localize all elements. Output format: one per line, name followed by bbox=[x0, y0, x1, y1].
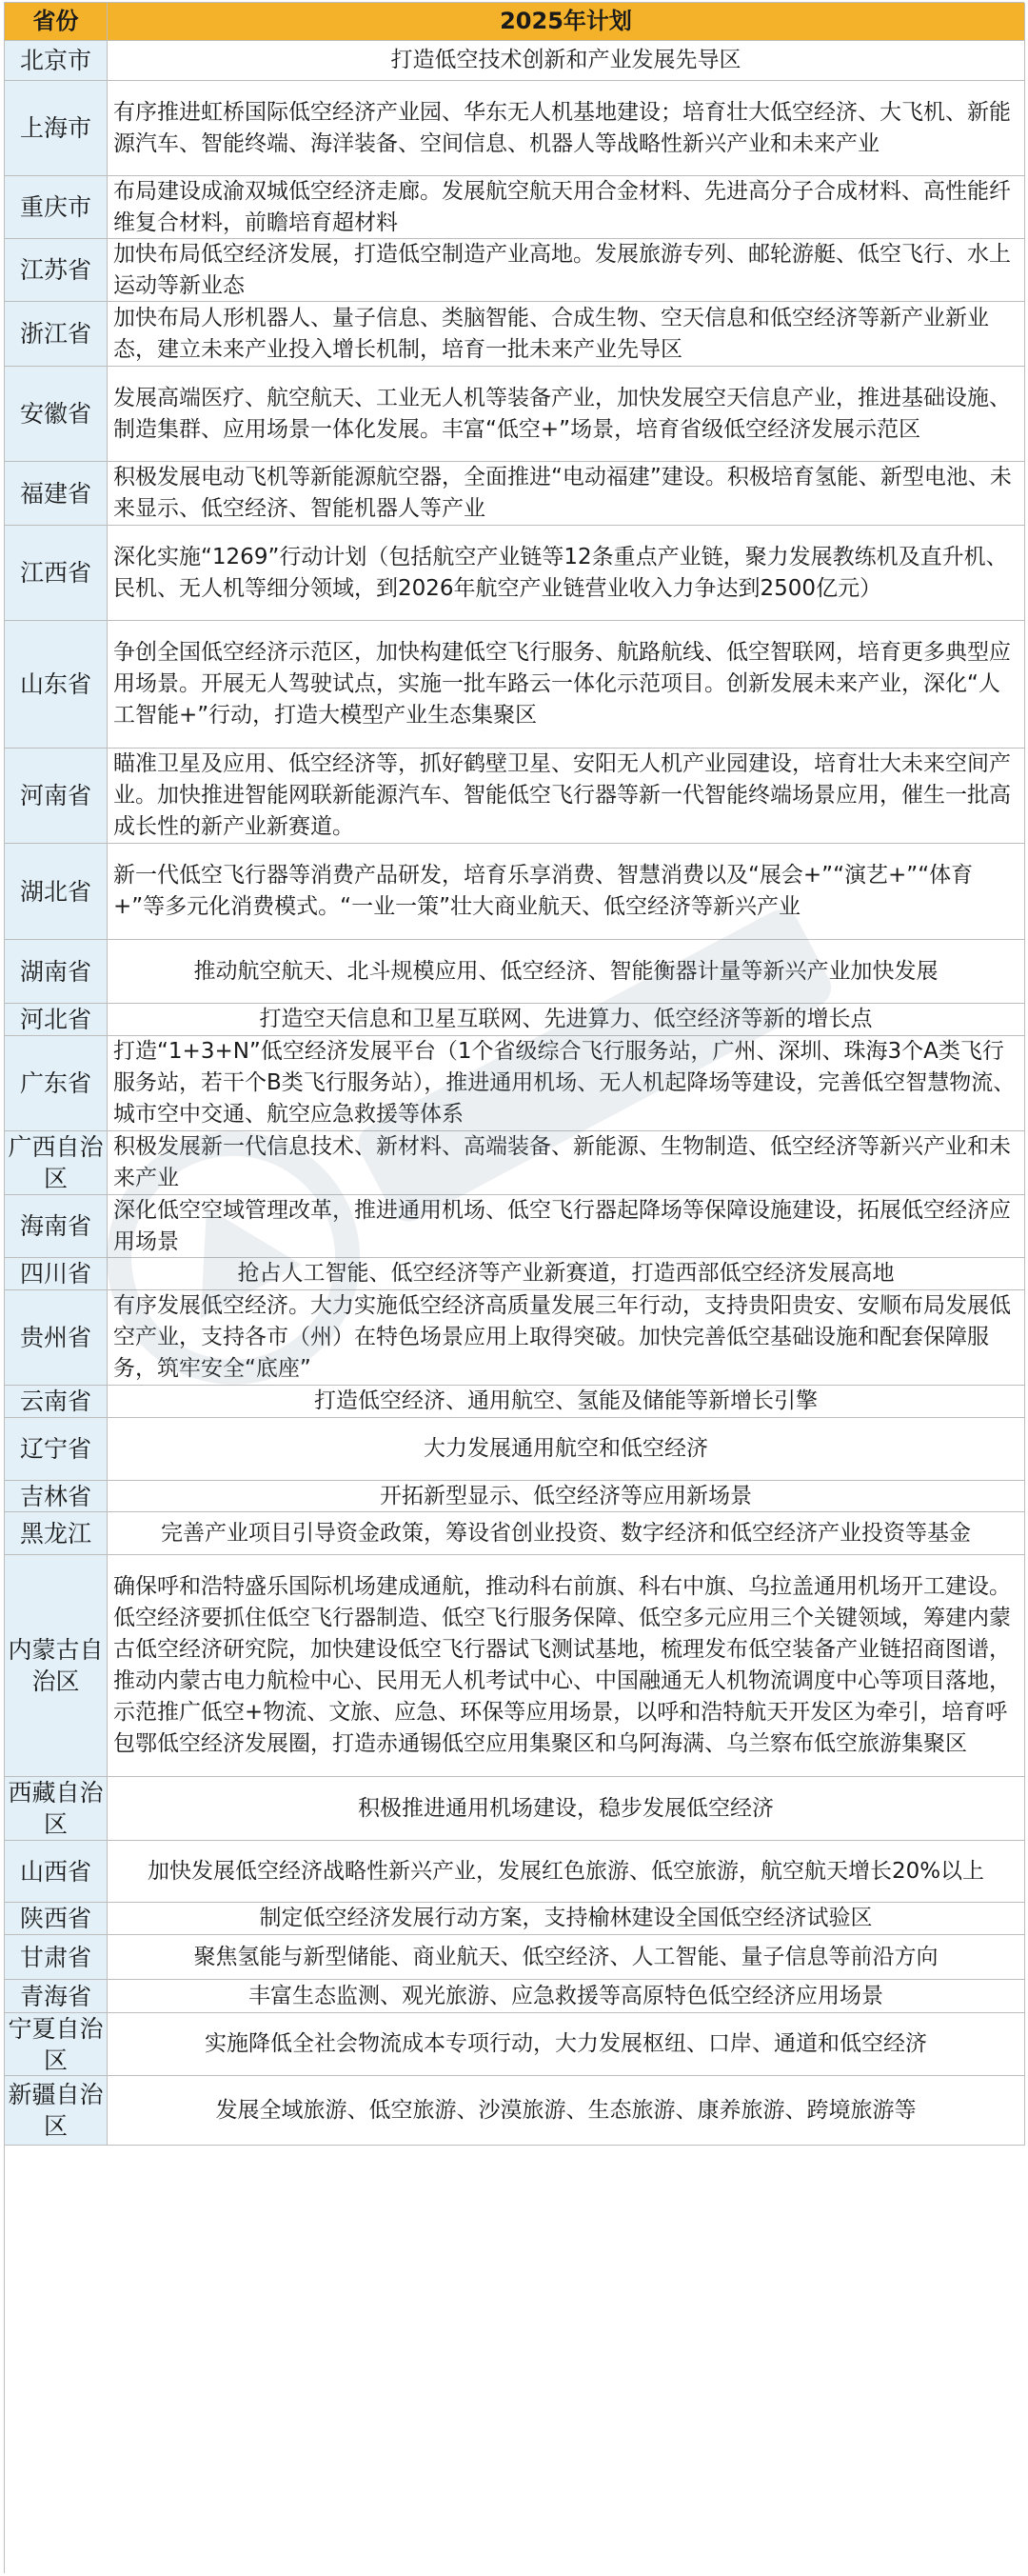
plan-cell bbox=[108, 1131, 1025, 1195]
province-cell bbox=[5, 1004, 108, 1036]
province-cell bbox=[5, 1290, 108, 1386]
plan-cell-text: 发展高端医疗、航空航天、工业无人机等装备产业，加快发展空天信息产业，推进基础设施、制造集群、应用场景一体化发展。丰富“低空+”场景，培育省级低空经济发展示范区 bbox=[113, 385, 1011, 442]
province-cell bbox=[5, 1418, 108, 1481]
province-cell-text: 河南省 bbox=[19, 782, 91, 809]
plan-cell-text: 实施降低全社会物流成本专项行动，大力发展枢纽、口岸、通道和低空经济 bbox=[205, 2031, 927, 2056]
province-cell-text: 山西省 bbox=[19, 1857, 91, 1886]
plan-cell bbox=[108, 302, 1025, 367]
province-cell-text: 云南省 bbox=[19, 1388, 91, 1415]
plan-cell bbox=[108, 1386, 1025, 1418]
province-cell-text: 辽宁省 bbox=[19, 1435, 91, 1463]
province-cell-text: 四川省 bbox=[19, 1260, 91, 1288]
plan-cell bbox=[108, 462, 1025, 526]
province-cell-text: 安徽省 bbox=[19, 400, 91, 428]
plan-cell bbox=[108, 41, 1025, 81]
plan-cell bbox=[108, 1841, 1025, 1903]
plan-cell bbox=[108, 239, 1025, 302]
plan-cell bbox=[108, 844, 1025, 940]
province-cell bbox=[5, 462, 108, 526]
plan-cell bbox=[108, 1195, 1025, 1258]
province-cell bbox=[5, 81, 108, 176]
plan-cell-text: 加快发展低空经济战略性新兴产业，发展红色旅游、低空旅游，航空航天增长20%以上 bbox=[147, 1858, 985, 1884]
province-cell bbox=[5, 1777, 108, 1841]
plan-cell bbox=[108, 1258, 1025, 1290]
plan-cell-text: 开拓新型显示、低空经济等应用新场景 bbox=[380, 1483, 752, 1508]
plan-cell bbox=[108, 1036, 1025, 1131]
plan-cell bbox=[108, 621, 1025, 749]
province-cell-text: 河北省 bbox=[19, 1006, 91, 1033]
province-cell bbox=[5, 176, 108, 239]
plan-cell-text: 推动航空航天、北斗规模应用、低空经济、智能衡器计量等新兴产业加快发展 bbox=[193, 958, 939, 984]
plan-cell-text: 积极发展电动飞机等新能源航空器，全面推进“电动福建”建设。积极培育氢能、新型电池、未来显示、低空经济、智能机器人等产业 bbox=[113, 465, 1012, 521]
plan-cell bbox=[108, 2076, 1025, 2146]
plan-cell bbox=[108, 526, 1025, 621]
province-cell bbox=[5, 1386, 108, 1418]
plan-cell-text: 打造“1+3+N”低空经济发展平台（1个省级综合飞行服务站，广州、深圳、珠海3个A类飞行服务站，若干个B类飞行服务站），推进通用机场、无人机起降场等建设，完善低空智慧物流、城市空中交通、航空应急救援等体系 bbox=[113, 1039, 1016, 1127]
province-cell bbox=[5, 1195, 108, 1258]
plan-cell-text: 深化实施“1269”行动计划（包括航空产业链等12条重点产业链，聚力发展教练机及直升机、民机、无人机等细分领域，到2026年航空产业链营业收入力争达到2500亿元） bbox=[113, 544, 1008, 601]
province-cell bbox=[5, 1903, 108, 1935]
province-cell-text: 青海省 bbox=[19, 1982, 91, 2010]
province-cell-text: 陕西省 bbox=[19, 1905, 91, 1932]
province-cell-text: 福建省 bbox=[19, 479, 91, 508]
plan-cell bbox=[108, 1418, 1025, 1481]
plan-cell bbox=[108, 1935, 1025, 1980]
province-cell bbox=[5, 1481, 108, 1512]
province-cell-text: 重庆市 bbox=[19, 193, 91, 221]
plan-cell-text: 积极推进通用机场建设，稳步发展低空经济 bbox=[358, 1795, 774, 1821]
province-cell bbox=[5, 1512, 108, 1555]
province-cell bbox=[5, 749, 108, 844]
province-cell-text: 西藏自治区 bbox=[8, 1779, 104, 1838]
province-cell-text: 北京市 bbox=[19, 47, 91, 74]
province-cell-text: 广东省 bbox=[19, 1069, 91, 1097]
province-cell bbox=[5, 302, 108, 367]
province-cell-text: 海南省 bbox=[19, 1212, 91, 1240]
plan-cell-text: 完善产业项目引导资金政策，筹设省创业投资、数字经济和低空经济产业投资等基金 bbox=[161, 1520, 971, 1546]
plan-cell bbox=[108, 1481, 1025, 1512]
plan-cell-text: 确保呼和浩特盛乐国际机场建成通航，推动科右前旗、科右中旗、乌拉盖通用机场开工建设。低空经济要抓住低空飞行器制造、低空飞行服务保障、低空多元应用三个关键领域，筹建内蒙古低空经济研究院，加快建设低空飞行器试飞测试基地，梳理发布低空装备产业链招商图谱，推动内蒙古电力航检中心、民用无人机考试中心、中国融通无人机物流调度中心等项目落地，示范推广低空+物流、文旅、应急、环保等应用场景，以呼和浩特航天开发区为牵引，培育呼包鄂低空经济发展圈，打造赤通锡低空应用集聚区和乌阿海满、乌兰察布低空旅游集聚区 bbox=[113, 1574, 1011, 1756]
plan-cell bbox=[108, 1555, 1025, 1777]
header-province bbox=[5, 3, 108, 41]
province-cell bbox=[5, 940, 108, 1004]
province-cell bbox=[5, 41, 108, 81]
plan-cell bbox=[108, 2013, 1025, 2076]
plan-cell-text: 发展全域旅游、低空旅游、沙漠旅游、生态旅游、康养旅游、跨境旅游等 bbox=[215, 2097, 917, 2123]
plan-cell-text: 有序推进虹桥国际低空经济产业园、华东无人机基地建设；培育壮大低空经济、大飞机、新能源汽车、智能终端、海洋装备、空间信息、机器人等战略性新兴产业和未来产业 bbox=[113, 99, 1011, 156]
province-cell-text: 江西省 bbox=[19, 559, 91, 587]
plan-cell-text: 打造低空技术创新和产业发展先导区 bbox=[390, 48, 741, 72]
province-cell-text: 上海市 bbox=[19, 114, 91, 142]
header-plan-text: 2025年计划 bbox=[500, 8, 632, 34]
province-cell bbox=[5, 1131, 108, 1195]
province-cell bbox=[5, 526, 108, 621]
plan-cell bbox=[108, 1290, 1025, 1386]
province-cell bbox=[5, 1841, 108, 1903]
plan-cell bbox=[108, 367, 1025, 462]
plan-cell bbox=[108, 749, 1025, 844]
province-cell bbox=[5, 2013, 108, 2076]
province-cell-text: 甘肃省 bbox=[19, 1943, 91, 1971]
province-cell bbox=[5, 1555, 108, 1777]
province-cell-text: 吉林省 bbox=[19, 1482, 91, 1510]
province-cell bbox=[5, 367, 108, 462]
plan-cell-text: 加快布局人形机器人、量子信息、类脑智能、合成生物、空天信息和低空经济等新产业新业态，建立未来产业投入增长机制，培育一批未来产业先导区 bbox=[113, 305, 989, 362]
plan-cell bbox=[108, 176, 1025, 239]
province-cell-text: 湖南省 bbox=[19, 957, 91, 986]
plan-cell-text: 瞄准卫星及应用、低空经济等，抓好鹤壁卫星、安阳无人机产业园建设，培育壮大未来空间产业。加快推进智能网联新能源汽车、智能低空飞行器等新一代智能终端场景应用，催生一批高成长性的新产业新赛道。 bbox=[113, 751, 1011, 839]
province-cell-text: 黑龙江 bbox=[19, 1519, 91, 1548]
plan-cell-text: 深化低空空域管理改革，推进通用机场、低空飞行器起降场等保障设施建设，拓展低空经济应用场景 bbox=[113, 1197, 1011, 1254]
province-cell bbox=[5, 239, 108, 302]
plan-cell bbox=[108, 1980, 1025, 2013]
plan-cell-text: 大力发展通用航空和低空经济 bbox=[424, 1436, 708, 1461]
plan-cell bbox=[108, 1512, 1025, 1555]
province-cell-text: 湖北省 bbox=[19, 877, 91, 906]
plan-cell-text: 抢占人工智能、低空经济等产业新赛道，打造西部低空经济发展高地 bbox=[237, 1261, 895, 1286]
plan-cell-text: 有序发展低空经济。大力实施低空经济高质量发展三年行动，支持贵阳贵安、安顺布局发展低空产业，支持各市（州）在特色场景应用上取得突破。加快完善低空基础设施和配套保障服务，筑牢安全“底座” bbox=[113, 1293, 1011, 1381]
plan-cell-text: 制定低空经济发展行动方案，支持榆林建设全国低空经济试验区 bbox=[259, 1906, 873, 1930]
header-plan bbox=[108, 3, 1025, 41]
province-cell bbox=[5, 1036, 108, 1131]
plan-cell-text: 打造空天信息和卫星互联网、先进算力、低空经济等新的增长点 bbox=[259, 1007, 873, 1031]
plan-cell bbox=[108, 1903, 1025, 1935]
province-cell-text: 贵州省 bbox=[19, 1324, 91, 1351]
plan-cell-text: 布局建设成渝双城低空经济走廊。发展航空航天用合金材料、先进高分子合成材料、高性能纤维复合材料，前瞻培育超材料 bbox=[113, 178, 1011, 235]
province-cell-text: 新疆自治区 bbox=[8, 2081, 104, 2140]
province-cell bbox=[5, 2076, 108, 2146]
province-cell bbox=[5, 844, 108, 940]
plan-cell bbox=[108, 1004, 1025, 1036]
province-cell bbox=[5, 1258, 108, 1290]
plan-cell-text: 加快布局低空经济发展，打造低空制造产业高地。发展旅游专列、邮轮游艇、低空飞行、水上运动等新业态 bbox=[113, 241, 1011, 298]
plan-cell-text: 打造低空经济、通用航空、氢能及储能等新增长引擎 bbox=[314, 1388, 818, 1413]
plan-cell bbox=[108, 81, 1025, 176]
province-cell bbox=[5, 1980, 108, 2013]
province-cell bbox=[5, 621, 108, 749]
province-cell-text: 内蒙古自治区 bbox=[8, 1636, 104, 1695]
province-cell-text: 江苏省 bbox=[19, 256, 91, 284]
province-cell-text: 广西自治区 bbox=[8, 1133, 104, 1192]
plan-cell-text: 新一代低空飞行器等消费产品研发，培育乐享消费、智慧消费以及“展会+”“演艺+”“体育+”等多元化消费模式。“一业一策”壮大商业航天、低空经济等新兴产业 bbox=[113, 863, 974, 919]
province-cell-text: 山东省 bbox=[19, 670, 91, 698]
province-cell bbox=[5, 1935, 108, 1980]
plan-cell-text: 聚焦氢能与新型储能、商业航天、低空经济、人工智能、量子信息等前沿方向 bbox=[193, 1944, 939, 1969]
province-cell-text: 宁夏自治区 bbox=[8, 2014, 104, 2074]
province-cell-text: 浙江省 bbox=[19, 320, 91, 348]
plan-cell-text: 争创全国低空经济示范区，加快构建低空飞行服务、航路航线、低空智联网，培育更多典型应用场景。开展无人驾驶试点，实施一批车路云一体化示范项目。创新发展未来产业，深化“人工智能+”行动，打造大模型产业生态集聚区 bbox=[113, 640, 1011, 728]
plan-table bbox=[4, 2, 1024, 2573]
plan-cell-text: 丰富生态监测、观光旅游、应急救援等高原特色低空经济应用场景 bbox=[248, 1983, 883, 2008]
plan-cell-text: 积极发展新一代信息技术、新材料、高端装备、新能源、生物制造、低空经济等新兴产业和未来产业 bbox=[113, 1134, 1011, 1190]
plan-cell bbox=[108, 940, 1025, 1004]
header-province-text: 省份 bbox=[32, 8, 79, 34]
plan-cell bbox=[108, 1777, 1025, 1841]
